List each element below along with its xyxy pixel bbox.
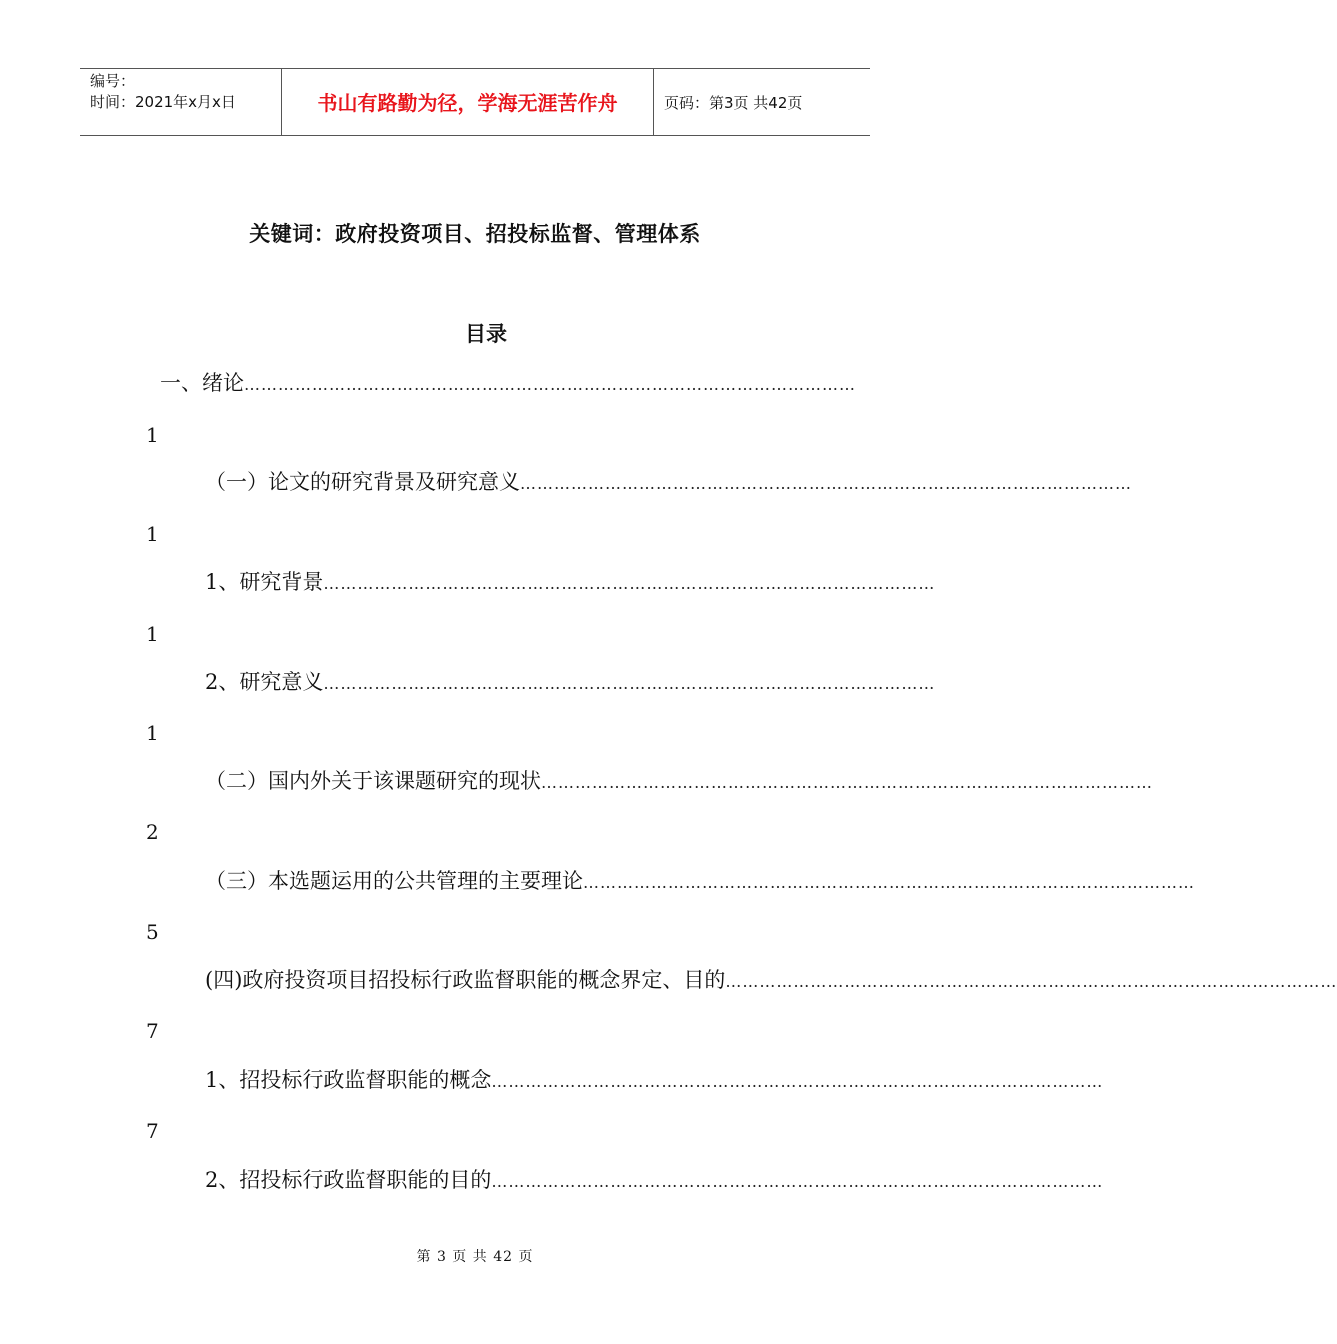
- toc-leader-dots: ………………………………………………………………………………………………: [491, 1072, 1104, 1091]
- toc-entry: [205, 467, 1132, 497]
- toc-entry-text: 1、研究背景: [205, 570, 324, 594]
- toc-entry-text: 2、研究意义: [205, 670, 324, 694]
- keywords-line: 关键词：政府投资项目、招投标监督、管理体系: [249, 222, 701, 246]
- page-footer: 第 3 页 共 42 页: [416, 1249, 534, 1265]
- toc-page-number: 7: [146, 1119, 159, 1143]
- toc-entry: [205, 866, 1195, 896]
- header-meta: [80, 69, 281, 135]
- toc-leader-dots: ………………………………………………………………………………………………: [323, 674, 936, 693]
- toc-page-number: 1: [146, 721, 159, 745]
- toc-entry: [160, 368, 856, 398]
- number-label: 编号：: [90, 72, 136, 90]
- toc-title: 目录: [465, 322, 507, 346]
- toc-entry-text: (四)政府投资项目招投标行政监督职能的概念界定、目的: [205, 968, 726, 992]
- toc-leader-dots: ………………………………………………………………………………………………: [725, 972, 1337, 991]
- header-page-info: 页码：第3页 共42页: [664, 94, 803, 112]
- toc-entry-text: （一）论文的研究背景及研究意义: [205, 470, 520, 494]
- toc-entry: [205, 567, 936, 597]
- toc-entry-text: （二）国内外关于该课题研究的现状: [205, 769, 541, 793]
- toc-page-number: 2: [146, 820, 159, 844]
- toc-page-number: 1: [146, 522, 159, 546]
- toc-entry: [205, 1165, 1104, 1195]
- toc-page-number: 1: [146, 622, 159, 646]
- toc-page-number: 1: [146, 423, 159, 447]
- time-label: 时间：2021年x月x日: [90, 93, 236, 111]
- toc-entry: [205, 965, 1337, 995]
- toc-entry-text: 1、招投标行政监督职能的概念: [205, 1068, 492, 1092]
- toc-page-number: 5: [146, 920, 159, 944]
- toc-leader-dots: ………………………………………………………………………………………………: [491, 1172, 1104, 1191]
- toc-leader-dots: ………………………………………………………………………………………………: [323, 574, 936, 593]
- toc-entry: [205, 667, 936, 697]
- toc-entry-text: 2、招投标行政监督职能的目的: [205, 1168, 492, 1192]
- toc-entry: [205, 766, 1153, 796]
- toc-entry-text: 一、绪论: [160, 371, 244, 395]
- toc-leader-dots: ………………………………………………………………………………………………: [244, 375, 856, 394]
- toc-leader-dots: ………………………………………………………………………………………………: [541, 773, 1153, 792]
- header-motto: 书山有路勤为径，学海无涯苦作舟: [281, 69, 654, 135]
- toc-leader-dots: ………………………………………………………………………………………………: [583, 873, 1195, 892]
- toc-page-number: 7: [146, 1019, 159, 1043]
- toc-leader-dots: ………………………………………………………………………………………………: [520, 474, 1132, 493]
- document-header: [80, 68, 870, 136]
- toc-entry: [205, 1065, 1104, 1095]
- toc-entry-text: （三）本选题运用的公共管理的主要理论: [205, 869, 583, 893]
